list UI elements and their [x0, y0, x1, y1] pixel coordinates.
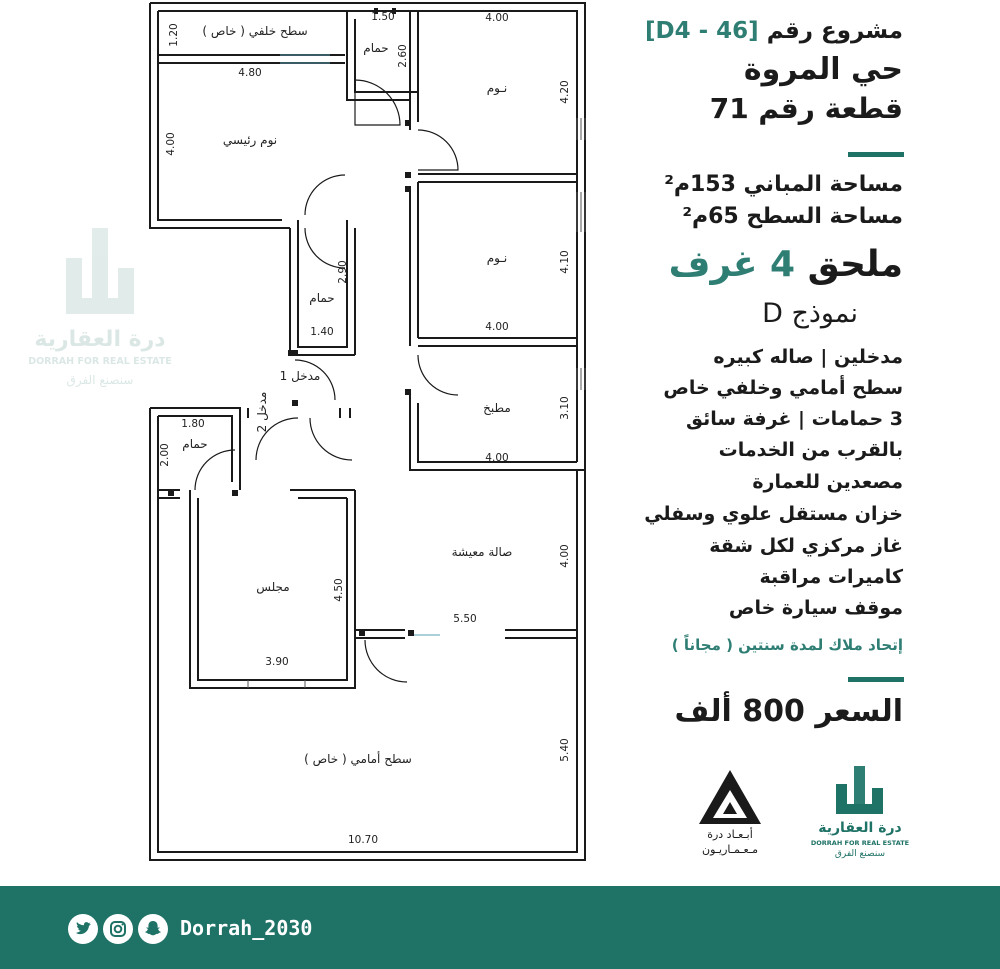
headline-prefix: ملحق [807, 244, 903, 285]
dorrah-logo-english: DORRAH FOR REAL ESTATE [810, 839, 910, 847]
hoa-note: إتحاد ملاك لمدة سنتين ( مجاناً ) [671, 636, 903, 654]
abaad-logo-icon [697, 768, 763, 826]
dim-bath-small-w: 1.80 [181, 418, 205, 430]
divider-top [848, 152, 904, 157]
watermark-logo [66, 228, 134, 314]
doors [195, 80, 458, 682]
dorrah-logo-name: درة العقارية [818, 820, 902, 836]
roof-area: مساحة السطح 65م² [682, 204, 903, 229]
abaad-logo-line2: مـعـمـاريـون [702, 843, 758, 856]
dim-bath-mid-w: 1.40 [310, 326, 334, 338]
dorrah-logo-slogan: سنصنع الفرق [834, 849, 886, 859]
headline-rooms: 4 غرف [668, 244, 796, 285]
watermark-english: DORRAH FOR REAL ESTATE [28, 356, 172, 367]
dim-living-w: 5.50 [453, 613, 477, 625]
instagram-icon[interactable] [103, 914, 133, 944]
price: السعر 800 ألف [674, 694, 903, 729]
feature-item: كاميرات مراقبة [759, 566, 903, 588]
headline [669, 244, 903, 285]
watermark-slogan: سنصنع الفرق [66, 373, 134, 387]
dim-front-h: 5.40 [559, 738, 571, 762]
room-master-bedroom: نوم رئيسي [222, 133, 278, 147]
dim-majlis-h: 4.50 [333, 578, 345, 602]
dim-living-h: 4.00 [559, 544, 571, 568]
room-entrance-1: مدخل 1 [279, 369, 321, 383]
feature-item: مصعدين للعمارة [752, 471, 903, 493]
dim-back-roof-h: 1.20 [168, 23, 180, 47]
room-bath-top: حمام [363, 41, 389, 55]
dim-bath-top-w: 1.50 [371, 11, 395, 23]
twitter-icon[interactable] [68, 914, 98, 944]
room-entrance-2: مدخل 2 [255, 391, 269, 433]
room-majlis: مجلس [256, 580, 290, 594]
dim-bedroom-1-w: 4.00 [485, 12, 509, 24]
district: حي المروة [743, 52, 903, 87]
dim-master-w: 4.80 [238, 67, 262, 79]
building-area: مساحة المباني 153م² [664, 172, 903, 197]
room-bedroom-2: نـوم [486, 251, 508, 265]
feature-item: بالقرب من الخدمات [718, 439, 903, 461]
room-bath-small: حمام [182, 437, 208, 451]
watermark-name: درة العقارية [34, 327, 166, 352]
dim-bedroom-2-w: 4.00 [485, 321, 509, 333]
room-front-roof: سطح أمامي ( خاص ) [304, 752, 412, 766]
snapchat-icon[interactable] [138, 914, 168, 944]
plot-number: قطعة رقم 71 [709, 92, 903, 125]
dim-bath-mid-h: 2.90 [337, 260, 349, 284]
room-kitchen: مطبخ [483, 401, 511, 415]
feature-item: خزان مستقل علوي وسفلي [644, 503, 903, 525]
feature-item: موقف سيارة خاص [728, 597, 903, 619]
room-back-roof: سطح خلفي ( خاص ) [202, 24, 308, 38]
dim-kitchen-w: 4.00 [485, 452, 509, 464]
dim-bedroom-1-h: 4.20 [559, 80, 571, 104]
feature-item: مدخلين | صاله كبيره [713, 346, 903, 368]
feature-item: 3 حمامات | غرفة سائق [685, 408, 903, 430]
room-bedroom-1: نـوم [486, 81, 508, 95]
dim-bedroom-2-h: 4.10 [559, 250, 571, 274]
divider-bottom [848, 677, 904, 682]
dim-bath-top-h: 2.60 [397, 44, 409, 68]
dim-kitchen-h: 3.10 [559, 396, 571, 420]
dim-bath-small-h: 2.00 [159, 443, 171, 467]
dim-master-h: 4.00 [165, 132, 177, 156]
project-code: [D4 - 46] [644, 18, 759, 44]
dorrah-logo-icon [832, 764, 888, 818]
model-name: نموذج D [762, 298, 858, 329]
feature-item: غاز مركزي لكل شقة [709, 535, 903, 557]
project-code-line [645, 18, 903, 44]
room-bath-mid: حمام [309, 291, 335, 305]
dim-front-w: 10.70 [347, 834, 379, 846]
social-handle[interactable]: Dorrah_2030 [180, 916, 313, 940]
dim-majlis-w: 3.90 [265, 656, 289, 668]
walls [150, 3, 585, 860]
abaad-logo-line1: أبـعـاد درة [707, 828, 753, 841]
feature-item: سطح أمامي وخلفي خاص [663, 377, 903, 399]
project-code-prefix: مشروع رقم [766, 18, 903, 44]
room-living: صالة معيشة [451, 545, 513, 559]
